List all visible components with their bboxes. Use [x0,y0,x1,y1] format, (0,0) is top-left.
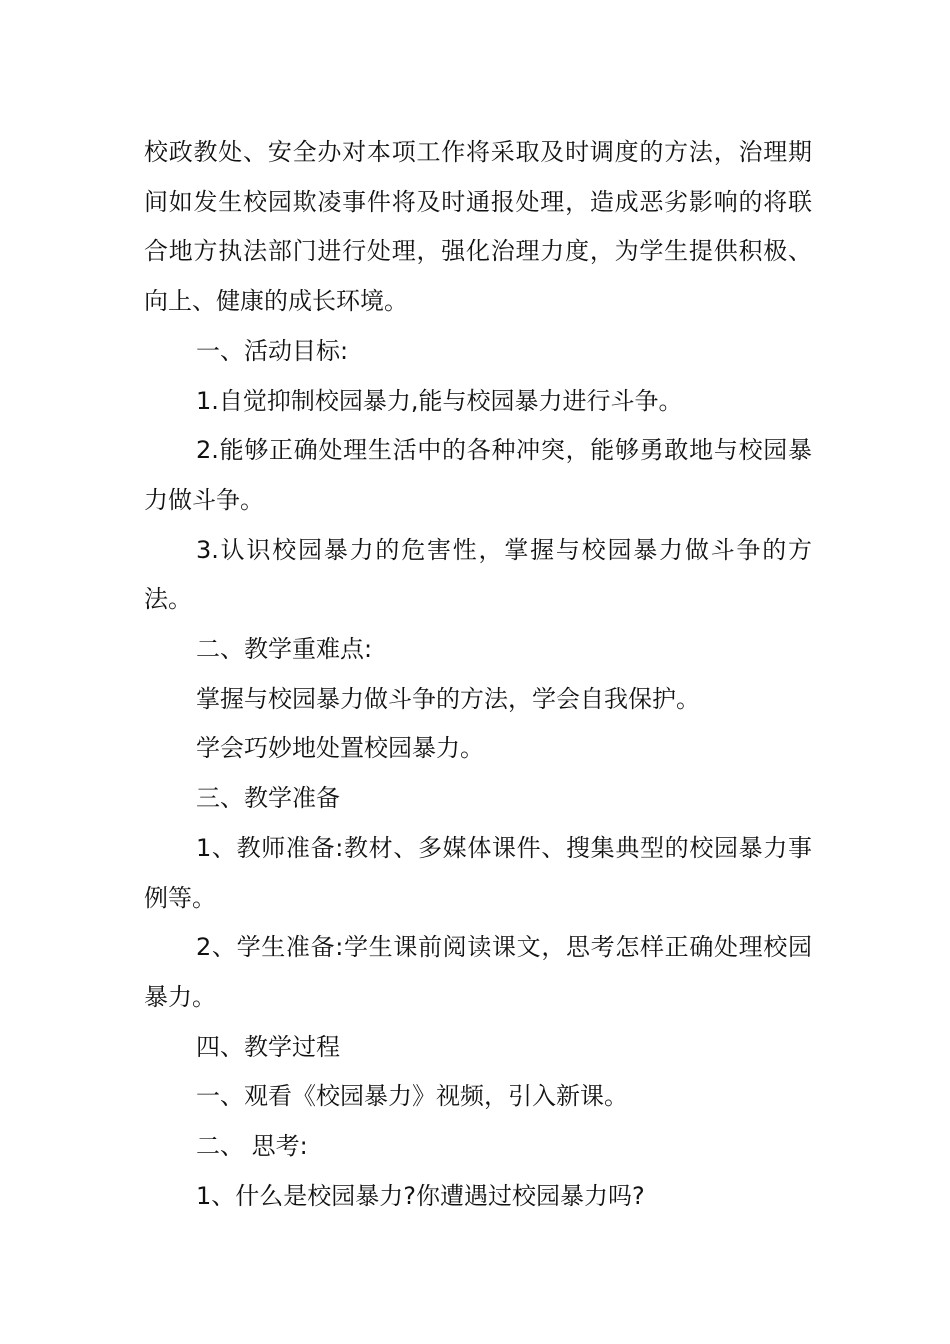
paragraph-intro: 校政教处、安全办对本项工作将采取及时调度的方法，治理期间如发生校园欺凌事件将及时通报处理，造成恶劣影响的将联合地方执法部门进行处理，强化治理力度，为学生提供积极、向上、健康的成长环境。 [144,138,812,316]
goal-item-3: 3.认识校园暴力的危害性，掌握与校园暴力做斗争的方法。 [144,535,812,614]
heading-teaching-process: 四、教学过程 [196,1032,340,1061]
key-point-2: 学会巧妙地处置校园暴力。 [196,734,484,763]
key-point-1: 掌握与校园暴力做斗争的方法，学会自我保护。 [196,684,700,713]
goal-item-2: 2.能够正确处理生活中的各种冲突，能够勇敢地与校园暴力做斗争。 [144,436,812,514]
heading-key-points: 二、教学重难点: [196,635,373,664]
process-step-think: 二、 思考: [196,1132,308,1161]
process-step-video: 一、观看《校园暴力》视频，引入新课。 [196,1082,628,1111]
goal-item-1: 1.自觉抑制校园暴力,能与校园暴力进行斗争。 [196,386,683,415]
think-question-1: 1、什么是校园暴力?你遭遇过校园暴力吗? [196,1181,645,1210]
document-body [144,128,812,1221]
preparation-student: 2、学生准备:学生课前阅读课文，思考怎样正确处理校园暴力。 [144,933,812,1011]
heading-preparation: 三、教学准备 [196,784,340,813]
preparation-teacher: 1、教师准备:教材、多媒体课件、搜集典型的校园暴力事例等。 [144,833,812,912]
heading-activity-goals: 一、活动目标: [196,336,349,365]
